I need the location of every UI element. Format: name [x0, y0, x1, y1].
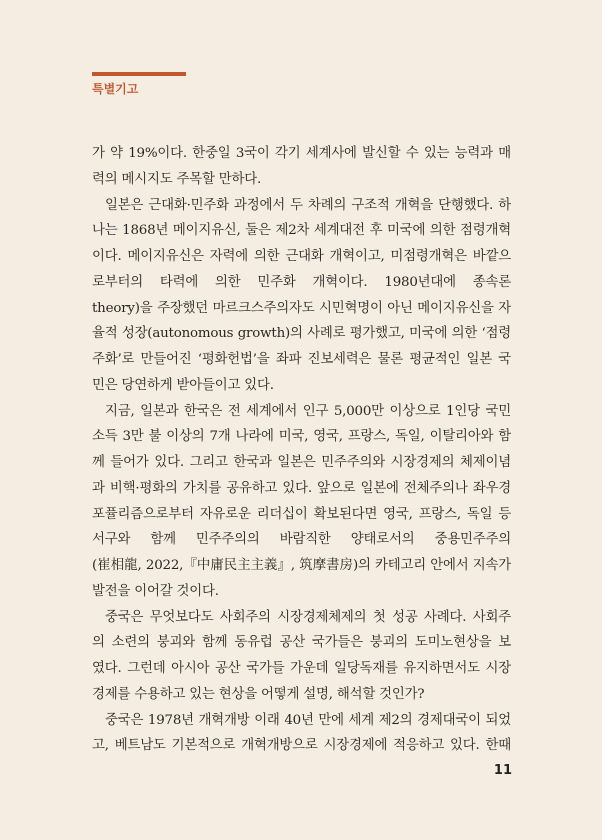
- paragraph-start-line: 중국은 무엇보다도 사회주의 시장경제체제의 첫 성공 사례다. 사회주: [105, 609, 511, 625]
- text-line: 발전을 이어갈 것이다.: [92, 583, 219, 599]
- text-line: 력의 메시지도 주목할 만하다.: [92, 171, 262, 187]
- text-line: 가 약 19%이다. 한중일 3국이 각기 세계사에 발신할 수 있는 능력과 매: [92, 146, 511, 161]
- text-line: (崔相龍, 2022,『中庸民主主義』, 筑摩書房)의 카테고리 안에서 지속가: [92, 558, 511, 573]
- text-line: 이다. 메이지유신은 자력에 의한 근대화 개혁이고, 미점령개혁은 바깥으: [92, 249, 511, 264]
- text-line: 포퓰리즘으로부터 자유로운 리더십이 확보된다면 영국, 프랑스, 독일 등: [92, 506, 511, 522]
- text-line: 나는 1868년 메이지유신, 둘은 제2차 세계대전 후 미국에 의한 점령개혁: [92, 223, 511, 239]
- text-line: 과 비핵·평화의 가치를 공유하고 있다. 앞으로 일본에 전체주의나 좌우경: [92, 480, 511, 496]
- text-line: 였다. 그런데 아시아 공산 국가들 가운데 일당독재를 유지하면서도 시장: [92, 661, 511, 676]
- text-line: 고, 베트남도 기본적으로 개혁개방으로 시장경제에 적응하고 있다. 한때: [92, 738, 511, 754]
- text-line: 의 소련의 붕괴와 함께 동유럽 공산 국가들은 붕괴의 도미노현상을 보: [92, 635, 511, 651]
- text-line: theory)을 주장했던 마르크스주의자도 시민혁명이 아닌 메이지유신을 자: [92, 300, 511, 316]
- text-line: 율적 성장(autonomous growth)의 사례로 평가했고, 미국에 의한 ‘점령: [92, 326, 511, 342]
- text-line: 주화’로 만들어진 ‘평화헌법’을 좌파 진보세력은 물론 평균적인 일본 국: [92, 352, 511, 367]
- paragraph-start-line: 지금, 일본과 한국은 전 세계에서 인구 5,000만 이상으로 1인당 국민: [105, 403, 511, 419]
- section-accent-bar: [92, 72, 186, 76]
- text-line: 서구와 함께 민주주의의 바람직한 양태로서의 중용민주주의: [92, 532, 511, 548]
- text-line: 민은 당연하게 받아들이고 있다.: [92, 377, 274, 393]
- paragraph-start-line: 중국은 1978년 개혁개방 이래 40년 만에 세계 제2의 경제대국이 되었: [105, 712, 511, 728]
- text-line: 께 들어가 있다. 그리고 한국과 일본은 민주주의와 시장경제의 체제이념: [92, 455, 511, 470]
- text-line: 경제를 수용하고 있는 현상을 어떻게 설명, 해석할 것인가?: [92, 686, 425, 702]
- paragraph-start-line: 일본은 근대화·민주화 과정에서 두 차례의 구조적 개혁을 단행했다. 하: [105, 197, 511, 213]
- text-line: 소득 3만 불 이상의 7개 나라에 미국, 영국, 프랑스, 독일, 이탈리아와 함: [92, 429, 511, 445]
- article-body: [92, 141, 511, 759]
- text-line: 로부터의 타력에 의한 민주화 개혁이다. 1980년대에 종속론: [92, 274, 511, 290]
- page-number: 11: [493, 763, 512, 778]
- section-label: 특별기고: [92, 82, 139, 96]
